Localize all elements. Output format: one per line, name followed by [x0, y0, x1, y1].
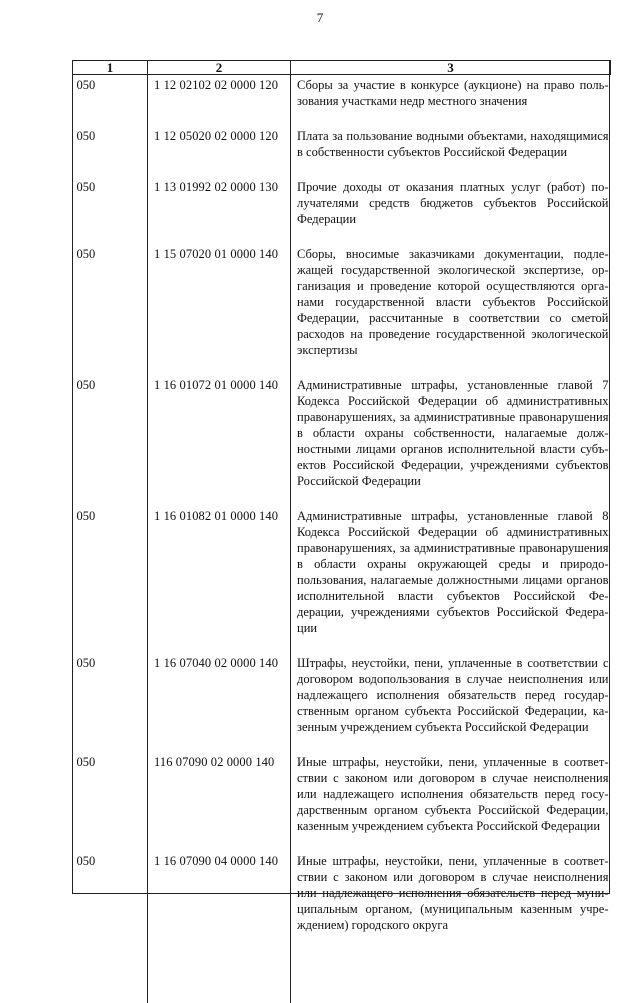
admin-code-cell: 050: [73, 752, 148, 851]
table-row: [73, 75, 611, 127]
table-body: [73, 75, 611, 1003]
header-col-3: 3: [291, 61, 611, 75]
admin-code-cell: 050: [73, 653, 148, 752]
table-row: [73, 375, 611, 506]
table-left-border: [72, 60, 73, 894]
description-cell: Административные штрафы, установленные главой 8 Кодекса Российской Федерации об административных правонарушениях, за административные правонарушения в области охраны окружающей среды и природопользования, налагаемые должностными лицами органов исполнительной власти субъектов Российской Федерации, учреждениями субъектов Российской Федерации: [291, 506, 611, 653]
header-row: [73, 61, 611, 75]
table-header: [73, 61, 611, 75]
page-number: 7: [0, 10, 640, 26]
table-row: [73, 851, 611, 1003]
description-cell: Прочие доходы от оказания платных услуг (работ) получателями средств бюджетов субъектов Российской Федерации: [291, 177, 611, 244]
admin-code-cell: 050: [73, 126, 148, 177]
header-col-1: 1: [73, 61, 148, 75]
description-cell: Иные штрафы, неустойки, пени, уплаченные в соответствии с законом или договором в случае неисполнения или надлежащего исполнения обязательств перед государственным органом субъекта Российской Федерации, казенным учреждением субъекта Российской Федерации: [291, 752, 611, 851]
header-col-2: 2: [148, 61, 291, 75]
description-cell: Плата за пользование водными объектами, находящимися в собственности субъектов Российской Федерации: [291, 126, 611, 177]
kbk-code-cell: 1 16 07090 04 0000 140: [148, 851, 291, 1003]
description-cell: Иные штрафы, неустойки, пени, уплаченные в соответствии с законом или договором в случае неисполнения или надлежащего исполнения обязательств перед муниципальным органом, (муниципальным казенным учреждением) городского округа: [291, 851, 611, 1003]
admin-code-cell: 050: [73, 851, 148, 1003]
description-cell: Административные штрафы, установленные главой 7 Кодекса Российской Федерации об административных правонарушениях, за административные правонарушения в области охраны собственности, налагаемые должностными лицами органов исполнительной власти субъектов Российской Федерации, учреждениями субъектов Российской Федерации: [291, 375, 611, 506]
admin-code-cell: 050: [73, 506, 148, 653]
table-row: [73, 177, 611, 244]
table-row: [73, 752, 611, 851]
table-right-border: [609, 60, 610, 894]
kbk-code-cell: 1 16 01072 01 0000 140: [148, 375, 291, 506]
kbk-code-cell: 1 16 07040 02 0000 140: [148, 653, 291, 752]
kbk-code-cell: 116 07090 02 0000 140: [148, 752, 291, 851]
kbk-code-cell: 1 16 01082 01 0000 140: [148, 506, 291, 653]
description-cell: Штрафы, неустойки, пени, уплаченные в соответствии с договором водопользования в случае неисполнения или надлежащего исполнения обязательств перед государственным органом субъекта Российской Федерации, казенным учреждением субъекта Российской Федерации: [291, 653, 611, 752]
admin-code-cell: 050: [73, 375, 148, 506]
kbk-code-cell: 1 12 05020 02 0000 120: [148, 126, 291, 177]
description-cell: Сборы за участие в конкурсе (аукционе) на право пользования участками недр местного значения: [291, 75, 611, 127]
kbk-code-cell: 1 12 02102 02 0000 120: [148, 75, 291, 127]
admin-code-cell: 050: [73, 75, 148, 127]
admin-code-cell: 050: [73, 244, 148, 375]
admin-code-cell: 050: [73, 177, 148, 244]
table-bottom-border: [72, 893, 610, 894]
table-row: [73, 506, 611, 653]
kbk-code-cell: 1 15 07020 01 0000 140: [148, 244, 291, 375]
description-cell: Сборы, вносимые заказчиками документации, подлежащей государственной экологической экспертизе, организация и проведение которой осуществляются органами государственной власти субъектов Российской Федерации, рассчитанные в соответствии со сметой расходов на проведение государственной экологической экспертизы: [291, 244, 611, 375]
table-row: [73, 653, 611, 752]
table-row: [73, 126, 611, 177]
revenue-codes-table-wrapper: [72, 60, 610, 1003]
revenue-codes-table: [72, 60, 611, 1003]
table-row: [73, 244, 611, 375]
kbk-code-cell: 1 13 01992 02 0000 130: [148, 177, 291, 244]
